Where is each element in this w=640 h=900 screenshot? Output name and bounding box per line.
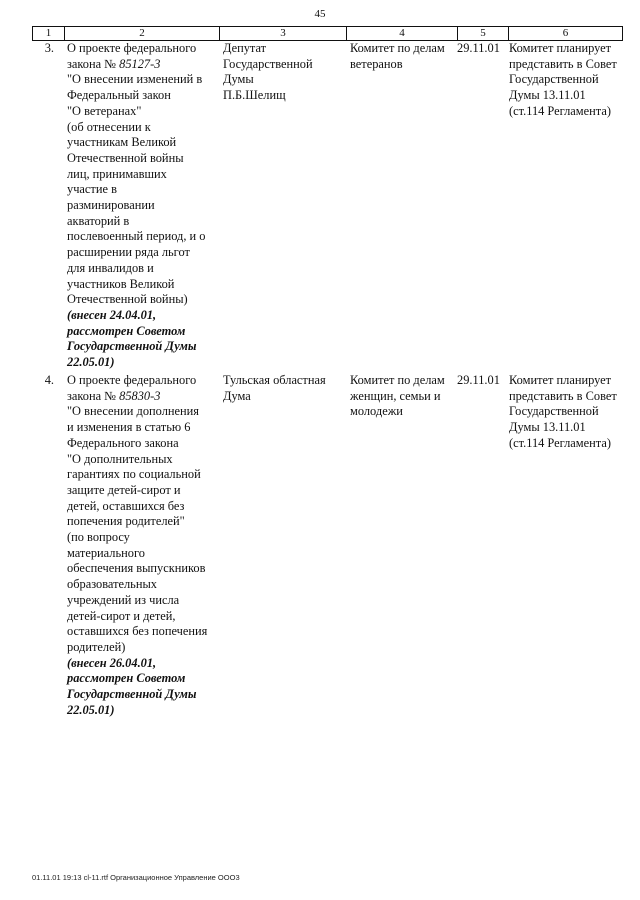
cell-line: (ст.114 Регламента) — [509, 103, 611, 118]
title-line: участников Великой — [67, 276, 175, 291]
cell-line: ветеранов — [350, 56, 403, 71]
title-line: 22.05.01) — [67, 355, 115, 370]
cell-line: Депутат — [223, 41, 267, 55]
title-line: послевоенный период, и о — [67, 229, 206, 244]
title-line: "О внесении дополнения — [67, 404, 199, 419]
title-line: О проекте федерального — [67, 373, 197, 387]
title-line: родителей) — [67, 639, 126, 654]
note-cell — [508, 41, 621, 371]
cell-line: (ст.114 Регламента) — [509, 435, 611, 450]
title-line: закона № 85830-3 — [67, 388, 161, 403]
author-cell — [219, 373, 346, 718]
title-line: Государственной Думы — [67, 339, 197, 354]
committee-cell — [346, 41, 457, 371]
title-line: Отечественной войны) — [67, 292, 188, 307]
title-line: оставшихся без попечения — [67, 624, 208, 639]
cell-line: представить в Совет — [509, 388, 617, 403]
title-line: детей-сирот и детей, — [67, 608, 176, 623]
title-line: "О ветеранах" — [67, 103, 142, 118]
title-line: Отечественной войны — [67, 150, 184, 165]
row-number: 3. — [44, 41, 54, 55]
title-line: рассмотрен Советом — [67, 671, 186, 686]
cell-line: Государственной — [223, 56, 313, 71]
cell-line: женщин, семьи и — [350, 388, 441, 403]
bill-number: 85830-3 — [119, 388, 161, 403]
table-row — [32, 373, 621, 718]
title-line: рассмотрен Советом — [67, 323, 186, 338]
title-line: акваторий в — [67, 213, 130, 228]
column-header-1: 1 — [33, 27, 65, 40]
bill-title-cell — [64, 41, 219, 371]
title-line: защите детей-сирот и — [67, 482, 181, 497]
title-line: закона № 85127-3 — [67, 56, 161, 71]
cell-line: Комитет планирует — [509, 373, 612, 387]
title-line: "О дополнительных — [67, 451, 173, 466]
cell-line: Комитет по делам — [350, 373, 445, 387]
cell-line: Тульская областная — [223, 373, 326, 387]
title-line: (внесен 26.04.01, — [67, 655, 157, 670]
cell-line: Комитет по делам — [350, 41, 445, 55]
cell-line: Думы 13.11.01 — [509, 88, 586, 103]
committee-cell — [346, 373, 457, 718]
title-line: обеспечения выпускников — [67, 561, 206, 576]
title-line: участие в — [67, 182, 117, 197]
title-line: Федеральный закон — [67, 88, 171, 103]
column-header-3: 3 — [220, 27, 347, 40]
column-header-6: 6 — [562, 27, 569, 39]
title-line: (об отнесении к — [67, 119, 151, 134]
title-line: (внесен 24.04.01, — [67, 307, 157, 322]
cell-line: Думы — [223, 72, 254, 87]
table-row — [32, 41, 621, 371]
title-line: участникам Великой — [67, 135, 177, 150]
title-line: образовательных — [67, 577, 157, 592]
page-number: 45 — [314, 8, 326, 20]
title-line: материального — [67, 545, 145, 560]
title-line: и изменения в статью 6 — [67, 420, 191, 435]
footer-metadata: 01.11.01 19:13 cl-11.rtf Организационное Управление ООО3 — [32, 873, 240, 882]
table-header — [32, 26, 623, 41]
cell-line: Думы 13.11.01 — [509, 420, 586, 435]
title-line: 22.05.01) — [67, 702, 115, 717]
title-line: расширении ряда льгот — [67, 245, 190, 260]
author-cell — [219, 41, 346, 371]
cell-line: Дума — [223, 388, 251, 403]
cell-line: Государственной — [509, 404, 599, 419]
note-cell — [508, 373, 621, 718]
bill-number: 85127-3 — [119, 56, 161, 71]
column-header-4: 4 — [347, 27, 458, 40]
bill-title-cell — [64, 373, 219, 718]
cell-line: молодежи — [350, 404, 403, 419]
cell-line: Комитет планирует — [509, 41, 612, 55]
title-line: Государственной Думы — [67, 687, 197, 702]
title-line: для инвалидов и — [67, 260, 154, 275]
title-line: учреждений из числа — [67, 592, 180, 607]
title-line: "О внесении изменений в — [67, 72, 203, 87]
date-cell: 29.11.01 — [457, 41, 500, 55]
title-line: разминировании — [67, 198, 155, 213]
title-line: лиц, принимавших — [67, 166, 167, 181]
title-line: Федерального закона — [67, 435, 179, 450]
title-line: детей, оставшихся без — [67, 498, 185, 513]
title-line: попечения родителей" — [67, 514, 185, 529]
column-header-5: 5 — [458, 27, 509, 40]
row-number: 4. — [44, 373, 54, 387]
cell-line: П.Б.Шелищ — [223, 88, 286, 103]
date-cell: 29.11.01 — [457, 373, 500, 387]
title-line: (по вопросу — [67, 530, 130, 545]
column-header-2: 2 — [65, 27, 220, 40]
cell-line: Государственной — [509, 72, 599, 87]
cell-line: представить в Совет — [509, 56, 617, 71]
title-line: О проекте федерального — [67, 41, 197, 55]
title-line: гарантиях по социальной — [67, 467, 201, 482]
